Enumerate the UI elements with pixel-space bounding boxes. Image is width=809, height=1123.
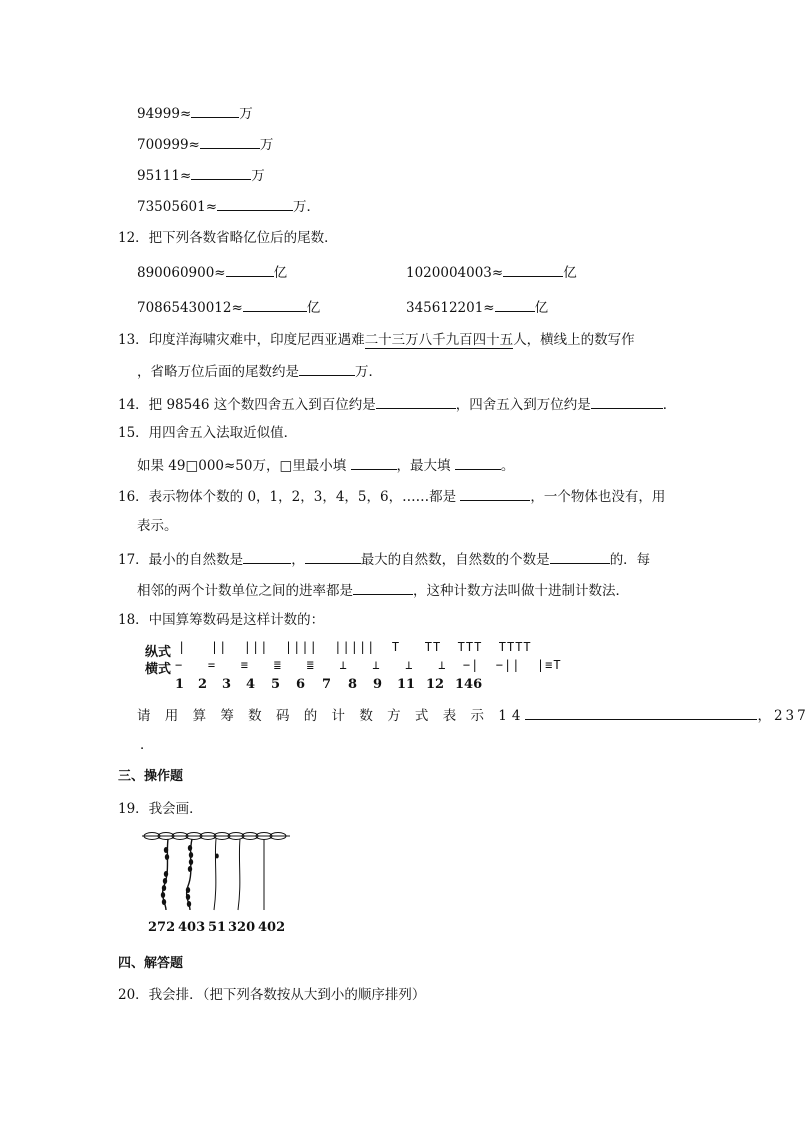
vertical-rods: | || ||| |||| ||||| T TT TTT TTTT [178, 640, 532, 654]
section-heading-3: 三、操作题 [118, 769, 184, 784]
question-13-line2: ，省略万位后面的尾数约是 万． [137, 361, 382, 381]
question-20: 20．我会排．（把下列各数按从大到小的顺序排列） [118, 987, 426, 1003]
knot-label: 320 [228, 920, 256, 935]
answer-blank[interactable] [460, 486, 530, 501]
answer-blank[interactable] [376, 394, 456, 409]
answer-blank[interactable] [455, 455, 501, 470]
answer-blank[interactable] [525, 705, 757, 720]
answer-blank[interactable] [200, 134, 260, 149]
answer-blank[interactable] [243, 549, 291, 564]
question-16-line2: 表示。 [137, 518, 178, 534]
rod-number: 4 [246, 677, 256, 692]
rod-number: 2 [198, 677, 208, 692]
answer-blank[interactable] [503, 262, 563, 277]
answer-blank[interactable] [217, 196, 293, 211]
answer-blank[interactable] [299, 361, 355, 376]
question-17-line1: 17．最小的自然数是 ， 最大的自然数，自然数的个数是 的．每 [118, 549, 650, 569]
question-18-end: ． [140, 737, 154, 753]
knot-label: 403 [178, 920, 206, 935]
approx-item: 94999≈ 万 [137, 103, 253, 123]
answer-blank[interactable] [550, 549, 610, 564]
question-12-title: 12．把下列各数省略亿位后的尾数． [118, 230, 338, 246]
row-label-horizontal: 横式 [145, 662, 172, 677]
knot-label: 51 [208, 920, 227, 935]
rod-number: 7 [322, 677, 332, 692]
rod-number: 8 [348, 677, 358, 692]
approx-item: 700999≈ 万 [137, 134, 273, 154]
q12-item: 345612201≈ 亿 [406, 297, 548, 317]
question-15-body: 如果 49□000≈50万，□里最小填 ，最大填 。 [137, 455, 514, 475]
section-heading-4: 四、解答题 [118, 956, 184, 971]
approx-item: 95111≈ 万 [137, 165, 265, 185]
question-19-title: 19．我会画． [118, 801, 203, 817]
answer-blank[interactable] [495, 297, 535, 312]
q12-item: 890060900≈ 亿 [137, 262, 287, 282]
rod-number: 3 [222, 677, 232, 692]
rod-number: 146 [455, 677, 483, 692]
question-17-line2: 相邻的两个计数单位之间的进率都是 ，这种计数方法叫做十进制计数法． [137, 580, 629, 600]
question-16-line1: 16．表示物体个数的 0，1，2，3，4，5，6，……都是 ，一个物体也没有，用 [118, 486, 665, 506]
knot-rope-figure [140, 826, 300, 921]
answer-blank[interactable] [191, 103, 239, 118]
rod-number: 12 [426, 677, 445, 692]
answer-blank[interactable] [226, 262, 274, 277]
question-18-title: 18．中国算筹数码是这样计数的： [118, 612, 325, 628]
rod-number: 1 [175, 677, 185, 692]
rod-number: 11 [397, 677, 416, 692]
approx-item: 73505601≈ 万． [137, 196, 320, 216]
horizontal-rods: − = ≡ ≣ ≣ ⊥ ⊥ ⊥ ⊥ −| −|| |≡T [175, 658, 562, 672]
answer-blank[interactable] [351, 455, 397, 470]
rod-number: 5 [271, 677, 281, 692]
question-14: 14．把 98546 这个数四舍五入到百位约是 ，四舍五入到万位约是 ． [118, 394, 676, 414]
answer-blank[interactable] [353, 580, 413, 595]
question-13-line1: 13．印度洋海啸灾难中，印度尼西亚遇难二十三万八千九百四十五人，横线上的数写作 [118, 332, 635, 348]
rod-number: 9 [373, 677, 383, 692]
answer-blank[interactable] [591, 394, 663, 409]
knot-label: 402 [258, 920, 286, 935]
q12-item: 1020004003≈ 亿 [406, 262, 577, 282]
answer-blank[interactable] [191, 165, 251, 180]
question-15-title: 15．用四舍五入法取近似值． [118, 425, 298, 441]
answer-blank[interactable] [243, 297, 307, 312]
knot-label: 272 [148, 920, 176, 935]
question-18-ask: 请 用 算 筹 数 码 的 计 数 方 式 表 示 14 ，237 [137, 705, 809, 725]
rod-number: 6 [296, 677, 306, 692]
q12-item: 70865430012≈ 亿 [137, 297, 320, 317]
answer-blank[interactable] [305, 549, 361, 564]
row-label-vertical: 纵式 [145, 645, 172, 660]
